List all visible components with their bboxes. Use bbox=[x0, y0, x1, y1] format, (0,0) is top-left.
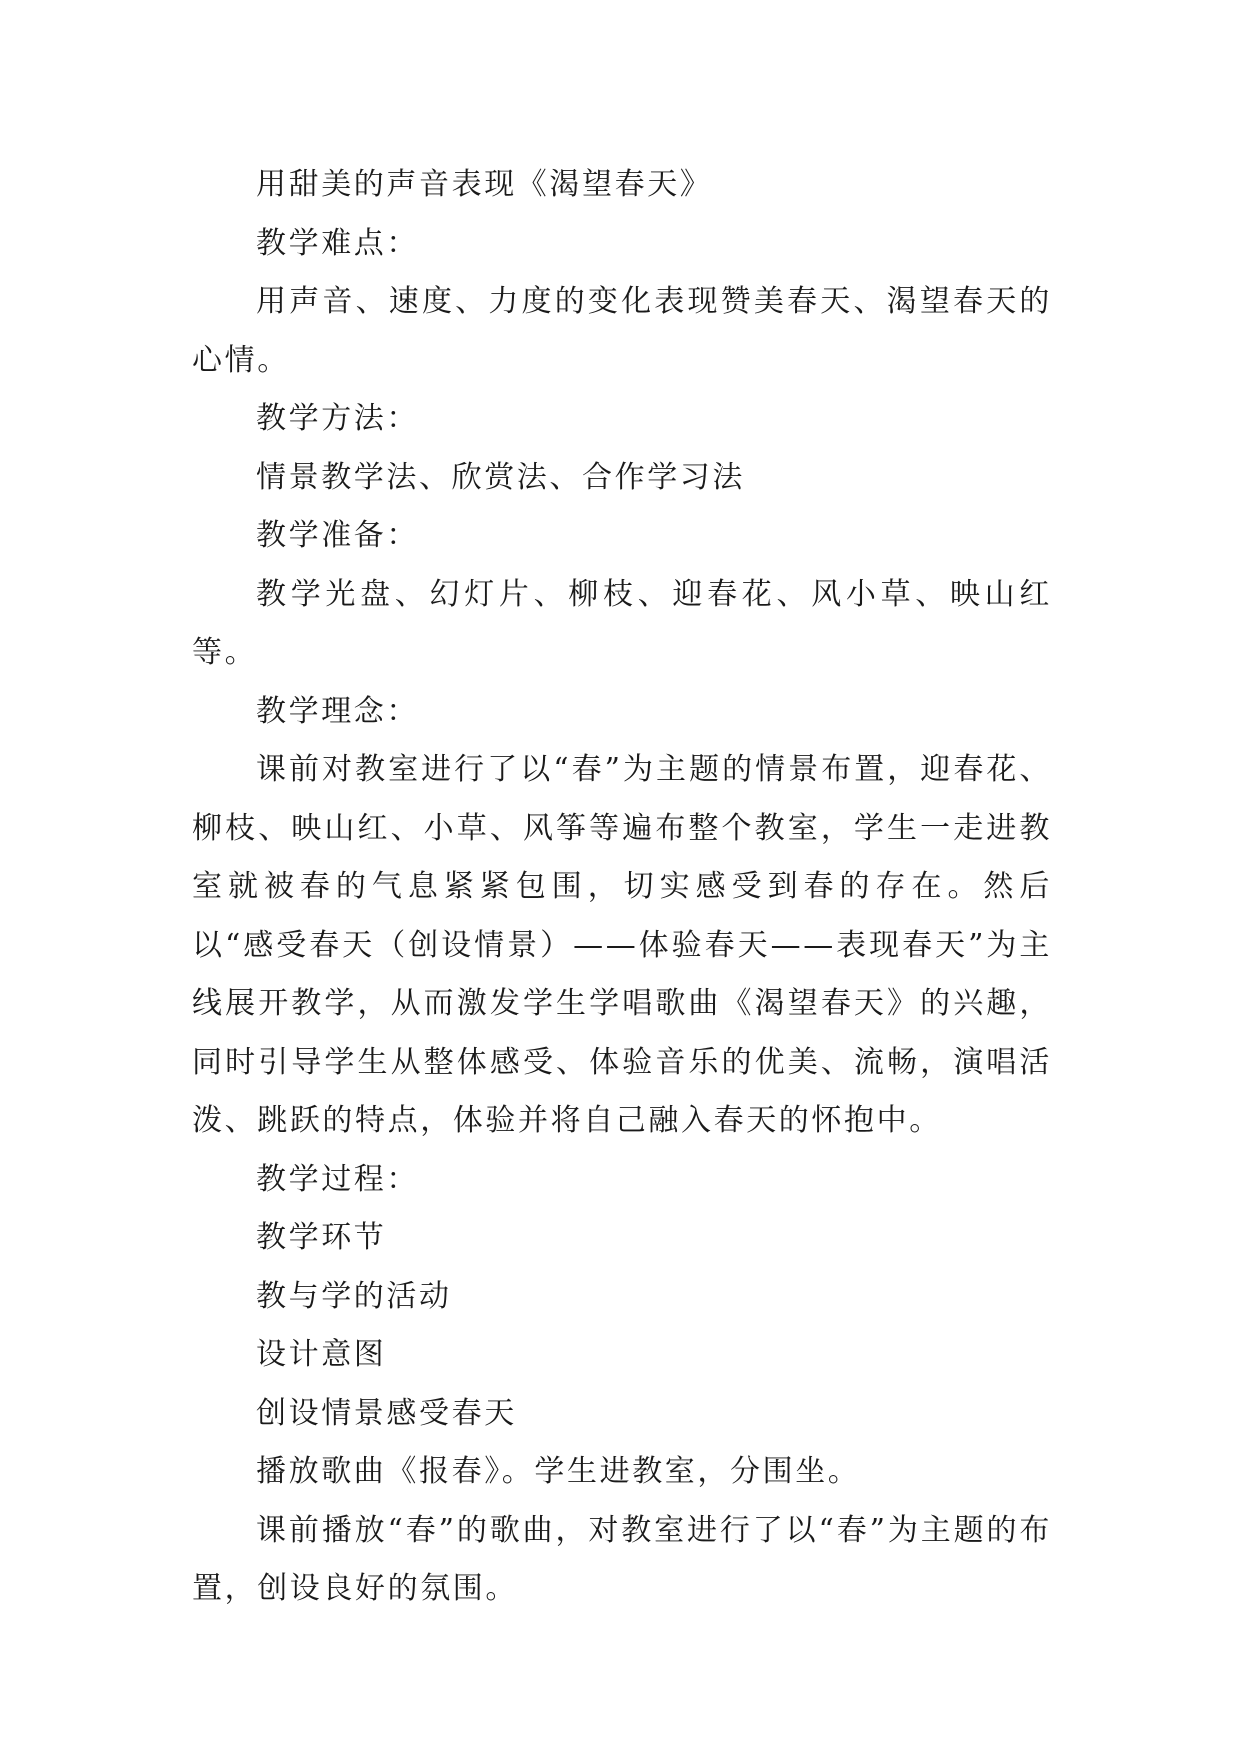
heading-teaching-process: 教学过程： bbox=[256, 1161, 419, 1197]
document-body bbox=[192, 156, 1052, 1619]
heading-teaching-preparation: 教学准备： bbox=[256, 518, 419, 553]
paragraph-stage-one: 创设情景感受春天 bbox=[256, 1395, 517, 1431]
paragraph-activity-one: 播放歌曲《报春》。学生进教室，分围坐。 bbox=[256, 1454, 861, 1489]
heading-teaching-difficulty: 教学难点： bbox=[256, 225, 419, 261]
paragraph-teaching-preparation: 教学光盘、幻灯片、柳枝、迎春花、风小草、映山红等。 bbox=[192, 576, 1052, 670]
paragraph-teaching-philosophy: 课前对教室进行了以“春”为主题的情景布置，迎春花、柳枝、映山红、小草、风筝等遍布整个教室，学生一走进教室就被春的气息紧紧包围，切实感受到春的存在。然后以“感受春天（创设情景）——体验春天——表现春天”为主线展开教学，从而激发学生学唱歌曲《渴望春天》的兴趣，同时引导学生从整体感受、体验音乐的优美、流畅，演唱活泼、跳跃的特点，体验并将自己融入春天的怀抱中。 bbox=[192, 752, 1052, 1138]
heading-teaching-method: 教学方法： bbox=[256, 401, 419, 436]
paragraph-key-point: 用甜美的声音表现《渴望春天》 bbox=[256, 167, 713, 202]
paragraph-teaching-difficulty: 用声音、速度、力度的变化表现赞美春天、渴望春天的心情。 bbox=[192, 284, 1052, 378]
label-design-intent: 设计意图 bbox=[256, 1337, 387, 1372]
label-teaching-stage: 教学环节 bbox=[256, 1220, 387, 1255]
paragraph-intent-one: 课前播放“春”的歌曲，对教室进行了以“春”为主题的布置，创设良好的氛围。 bbox=[192, 1512, 1052, 1606]
paragraph-teaching-method: 情景教学法、欣赏法、合作学习法 bbox=[256, 459, 745, 495]
heading-teaching-philosophy: 教学理念： bbox=[256, 693, 419, 729]
label-teaching-activity: 教与学的活动 bbox=[256, 1278, 452, 1314]
